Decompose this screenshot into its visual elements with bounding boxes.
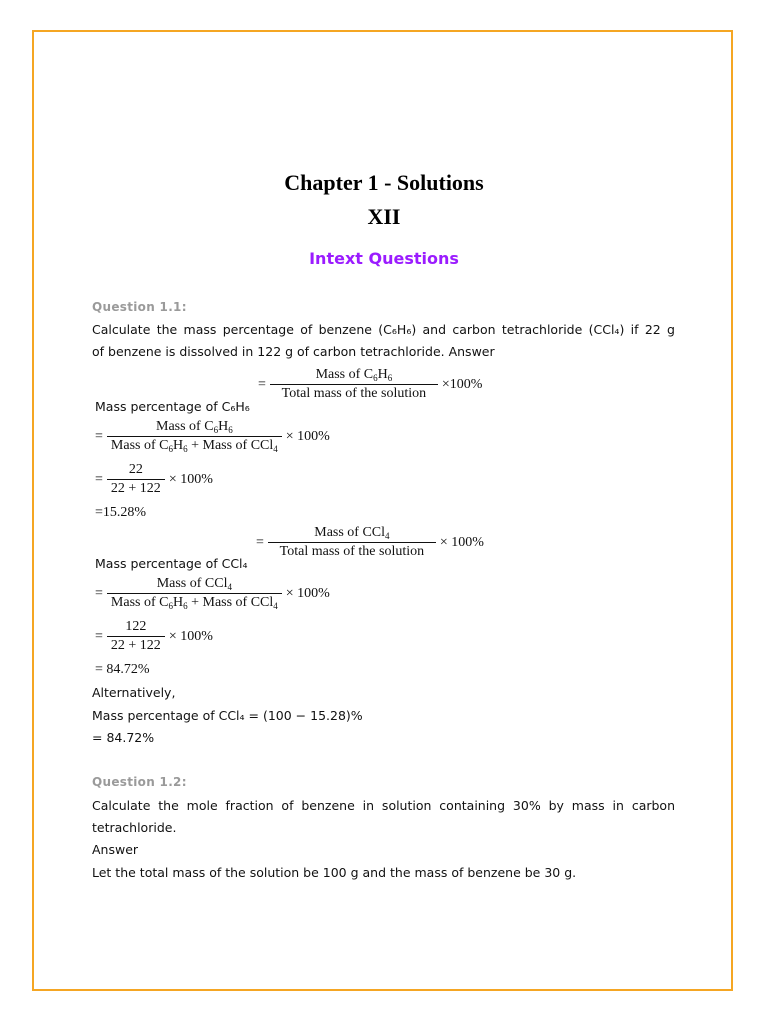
equation-ccl4-definition: = $\frac{Mass of CCl_4}{\text{Total mass of the solution}}$ × 100% (256, 525, 484, 559)
equation-benzene-step1: = $\frac{Mass of C_6H_6}{Mass of C_6H_6 + Mass of CCl_4}$ × 100% (95, 419, 330, 454)
question-1-2-answer-label: Answer (92, 842, 139, 857)
label-mass-percentage-ccl4: Mass percentage of CCl₄ (95, 556, 248, 571)
class-label: XII (367, 204, 401, 229)
question-1-2-text-line1: Calculate the mole fraction of benzene in solution containing 30% by mass in carbon (92, 798, 675, 813)
question-1-2-text-line2: tetrachloride. (92, 820, 177, 835)
section-title: Intext Questions (309, 249, 459, 268)
alternative-result: = 84.72% (92, 730, 155, 745)
alternative-equation: Mass percentage of CCl₄ = (100 − 15.28)% (92, 708, 363, 723)
question-1-1-text-line1: Calculate the mass percentage of benzene (C₆H₆) and carbon tetrachloride (CCl₄) if 22 g (92, 322, 675, 337)
result-benzene: =15.28% (95, 505, 147, 520)
equation-benzene-step2: = $\frac{22}{22 + 122}$ × 100% (95, 462, 213, 496)
equation-benzene-definition: = $\frac{Mass of C_6H_6}{\text{Total mass of the solution}}$ ×100% (258, 367, 483, 401)
question-1-2-answer-text: Let the total mass of the solution be 100 g and the mass of benzene be 30 g. (92, 865, 577, 880)
result-ccl4: = 84.72% (95, 662, 150, 677)
equation-ccl4-step2: = $\frac{122}{22 + 122}$ × 100% (95, 619, 213, 653)
equation-ccl4-step1: = $\frac{Mass of CCl_4}{Mass of C_6H_6 + Mass of CCl_4}$ × 100% (95, 576, 330, 611)
question-1-1-heading: Question 1.1: (92, 300, 187, 314)
page-title: Chapter 1 - Solutions (284, 170, 484, 195)
label-mass-percentage-benzene: Mass percentage of C₆H₆ (95, 399, 250, 414)
alternatively-label: Alternatively, (92, 685, 176, 700)
question-1-2-heading: Question 1.2: (92, 775, 187, 789)
question-1-1-text-line2: of benzene is dissolved in 122 g of carbon tetrachloride. Answer (92, 344, 495, 359)
